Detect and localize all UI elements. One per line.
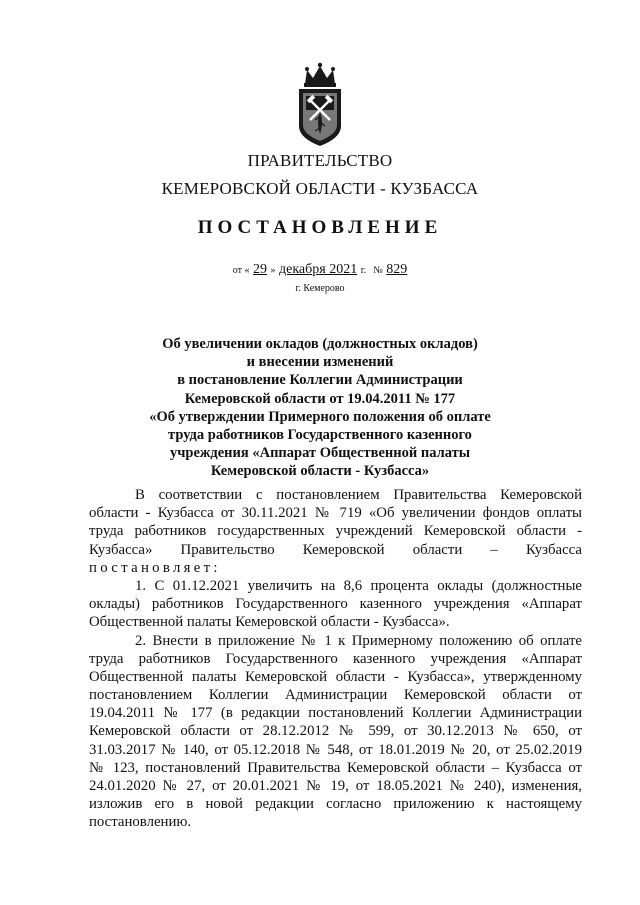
body-line: 31.03.2017 № 140, от 05.12.2018 № 548, от 18.01.2019 № 20, от 25.02.2019	[89, 741, 582, 758]
document-body	[89, 486, 582, 832]
title-line: труда работников Государственного казенного	[168, 427, 472, 444]
title-line: Кемеровской области - Кузбасса»	[210, 463, 430, 480]
document-title	[120, 335, 520, 481]
body-line: 19.04.2011 № 177 (в редакции постановлений Коллегии Администрации	[89, 705, 582, 722]
body-line: труда работников Государственного казенного учреждения «Аппарат	[89, 650, 582, 667]
title-line: учреждения «Аппарат Общественной палаты	[169, 445, 471, 462]
body-line: 2. Внести в приложение № 1 к Примерному положению об оплате	[135, 632, 582, 649]
title-line: в постановление Коллегии Администрации	[177, 372, 463, 389]
body-line: Общественной палаты Кемеровской области - Кузбасса».	[89, 614, 450, 631]
org-name-line1: ПРАВИТЕЛЬСТВО	[247, 151, 393, 170]
body-line: труда работников государственных учреждений Кемеровской области -	[89, 523, 582, 540]
body-line: 1. С 01.12.2021 увеличить на 8,6 процента оклады (должностные	[135, 577, 582, 594]
doc-number-label: №	[373, 265, 383, 276]
body-line: Общественной палаты Кемеровской области - Кузбасса», утвержденному	[89, 668, 582, 685]
body-line: В соответствии с постановлением Правительства Кемеровской	[135, 487, 582, 503]
title-line: Кемеровской области от 19.04.2011 № 177	[184, 390, 456, 407]
body-line: Кузбасса» Правительство Кемеровской области – Кузбасса	[89, 541, 582, 558]
date-day: 29	[253, 262, 267, 277]
city: г. Кемерово	[295, 283, 345, 294]
body-line: области - Кузбасса от 30.11.2021 № 719 «Об увеличении фондов оплаты	[89, 505, 582, 522]
body-line: постановляет:	[89, 559, 221, 576]
coat-of-arms-icon	[295, 62, 345, 148]
body-line: постановлению.	[89, 814, 192, 831]
date-year-suffix: г.	[360, 265, 367, 276]
title-line: Об увеличении окладов (должностных окладов)	[162, 336, 478, 352]
title-line: и внесении изменений	[246, 354, 394, 371]
date-month-year: декабря 2021	[279, 262, 358, 277]
date-from-label: от «	[232, 265, 250, 276]
body-line: изложив его в новой редакции согласно приложению к настоящему	[89, 796, 582, 813]
body-line: оклады) работников Государственного казенного учреждения «Аппарат	[89, 596, 582, 613]
body-line: Кемеровской области от 28.12.2012 № 599, от 30.12.2013 № 650, от	[89, 723, 582, 740]
body-line: 24.01.2020 № 27, от 20.01.2021 № 19, от 18.05.2021 № 240), изменения,	[89, 778, 582, 794]
title-line: «Об утверждении Примерного положения об оплате	[149, 408, 491, 425]
org-name-line2: КЕМЕРОВСКОЙ ОБЛАСТИ - КУЗБАССА	[161, 179, 479, 198]
document-type: ПОСТАНОВЛЕНИЕ	[197, 217, 443, 238]
doc-number: 829	[386, 262, 408, 277]
date-line	[0, 262, 640, 278]
date-sep: »	[270, 265, 276, 276]
body-line: № 123, постановлений Правительства Кемеровской области – Кузбасса от	[89, 759, 582, 776]
body-line: постановлением Коллегии Администрации Кемеровской области от	[89, 687, 582, 704]
